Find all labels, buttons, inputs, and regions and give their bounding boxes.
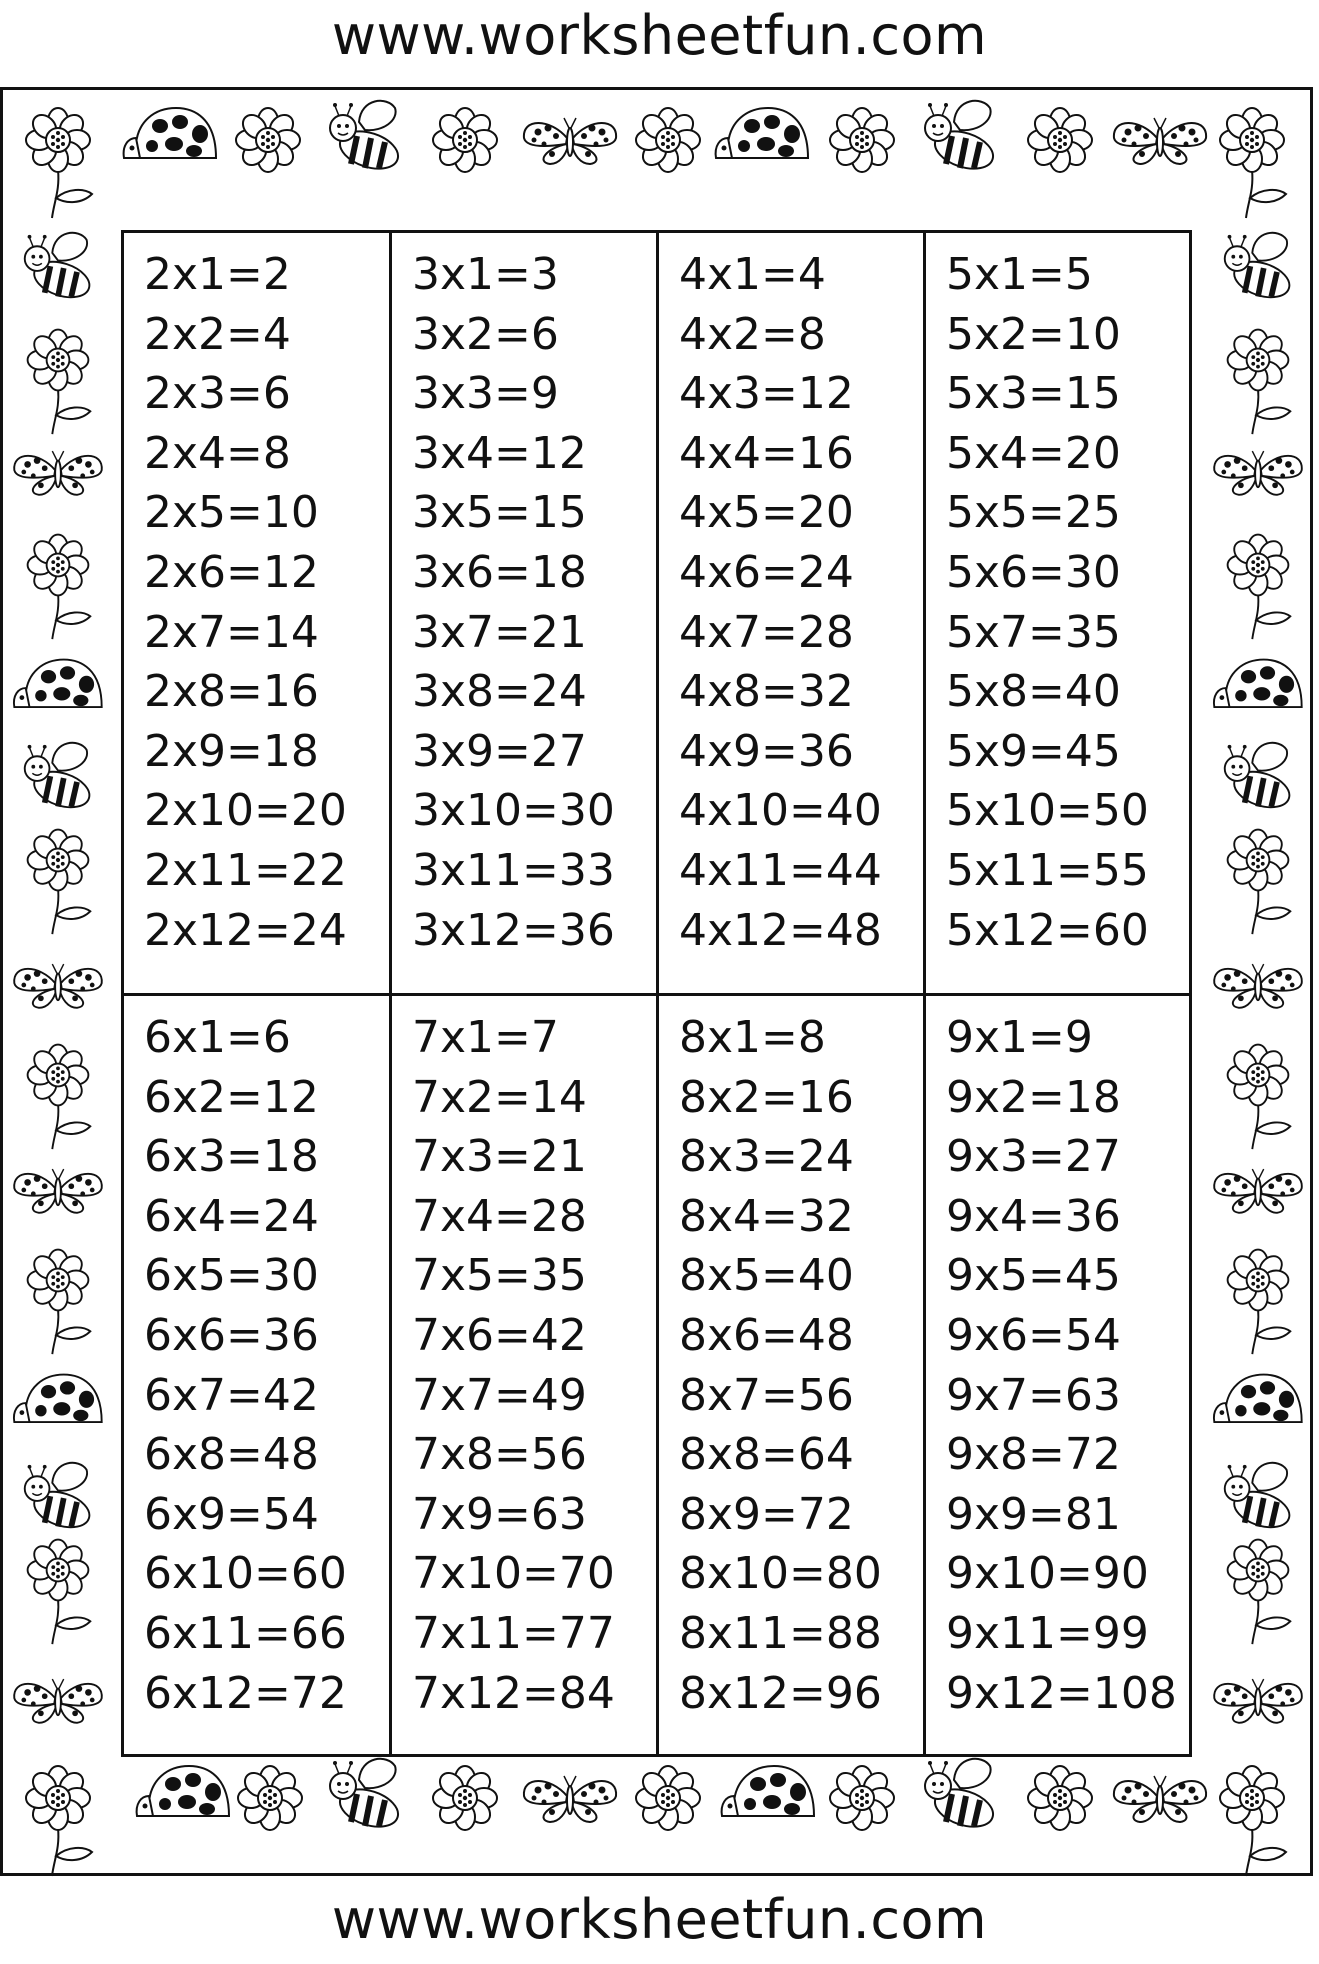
times-table-4 xyxy=(659,245,923,960)
site-url-header[interactable]: www.worksheetfun.com xyxy=(331,4,988,67)
times-fact: 8x6=48 xyxy=(679,1309,854,1361)
times-fact: 5x10=50 xyxy=(946,785,1149,837)
times-fact: 4x1=4 xyxy=(679,249,826,300)
flower-icon xyxy=(28,330,91,435)
times-fact: 5x8=40 xyxy=(946,666,1121,718)
butterfly-icon xyxy=(1214,451,1302,495)
times-fact: 7x3=21 xyxy=(412,1131,587,1183)
times-table-6 xyxy=(124,1008,389,1723)
flower-icon xyxy=(28,830,91,935)
times-fact: 3x7=21 xyxy=(412,606,587,658)
times-fact: 7x7=49 xyxy=(412,1369,587,1421)
bee-icon xyxy=(1225,1463,1294,1534)
times-fact: 8x9=72 xyxy=(679,1488,854,1540)
times-table-5 xyxy=(926,245,1189,960)
times-fact: 8x3=24 xyxy=(679,1131,854,1183)
times-fact: 3x1=3 xyxy=(412,249,559,300)
times-fact: 9x9=81 xyxy=(946,1488,1121,1540)
times-fact: 3x8=24 xyxy=(412,666,587,718)
times-fact: 3x11=33 xyxy=(412,844,615,896)
times-table-3 xyxy=(392,245,656,960)
flower-icon xyxy=(433,1766,497,1830)
butterfly-icon xyxy=(1214,1169,1302,1213)
times-fact: 9x12=108 xyxy=(946,1667,1177,1719)
flower-icon xyxy=(238,1766,302,1830)
flower-icon xyxy=(1028,1766,1092,1830)
ladybug-icon xyxy=(14,1375,102,1423)
times-fact: 4x4=16 xyxy=(679,427,854,479)
bee-icon xyxy=(1225,743,1294,814)
times-fact: 7x5=35 xyxy=(412,1250,587,1302)
times-fact: 9x5=45 xyxy=(946,1250,1121,1302)
times-fact: 2x9=18 xyxy=(144,725,319,777)
times-fact: 6x8=48 xyxy=(144,1429,319,1481)
times-fact: 9x1=9 xyxy=(946,1012,1093,1063)
flower-icon xyxy=(1228,330,1291,435)
times-fact: 4x12=48 xyxy=(679,904,882,956)
flower-icon xyxy=(1228,1250,1291,1355)
flower-icon xyxy=(636,108,700,172)
bee-icon xyxy=(330,101,403,176)
bee-icon xyxy=(925,1759,998,1834)
flower-icon xyxy=(1228,535,1291,640)
times-fact: 5x5=25 xyxy=(946,487,1121,539)
times-fact: 3x2=6 xyxy=(412,308,559,360)
times-fact: 7x10=70 xyxy=(412,1548,615,1600)
times-fact: 6x12=72 xyxy=(144,1667,347,1719)
times-fact: 4x6=24 xyxy=(679,546,854,598)
bee-icon xyxy=(25,1463,94,1534)
times-fact: 3x9=27 xyxy=(412,725,587,777)
times-fact: 8x2=16 xyxy=(679,1071,854,1123)
times-fact: 8x4=32 xyxy=(679,1190,854,1242)
times-fact: 7x11=77 xyxy=(412,1607,615,1659)
flower-icon xyxy=(830,108,894,172)
times-table-7 xyxy=(392,1008,656,1723)
butterfly-icon xyxy=(524,118,616,164)
flower-icon xyxy=(1228,1045,1291,1150)
ladybug-icon xyxy=(1214,660,1302,708)
flower-icon xyxy=(1228,830,1291,935)
times-fact: 2x4=8 xyxy=(144,427,291,479)
flower-icon xyxy=(28,1045,91,1150)
flower-icon xyxy=(28,1250,91,1355)
times-fact: 8x11=88 xyxy=(679,1607,882,1659)
times-fact: 4x5=20 xyxy=(679,487,854,539)
times-fact: 5x11=55 xyxy=(946,844,1149,896)
times-fact: 9x3=27 xyxy=(946,1131,1121,1183)
times-fact: 5x12=60 xyxy=(946,904,1149,956)
times-fact: 3x3=9 xyxy=(412,368,559,420)
bee-icon xyxy=(25,233,94,304)
flower-icon xyxy=(636,1766,700,1830)
butterfly-icon xyxy=(1214,1679,1302,1723)
times-table-8 xyxy=(659,1008,923,1723)
times-fact: 4x8=32 xyxy=(679,666,854,718)
butterfly-icon xyxy=(1214,964,1302,1008)
times-fact: 2x7=14 xyxy=(144,606,319,658)
times-fact: 4x7=28 xyxy=(679,606,854,658)
times-fact: 5x3=15 xyxy=(946,368,1121,420)
butterfly-icon xyxy=(1114,118,1206,164)
times-fact: 6x3=18 xyxy=(144,1131,319,1183)
flower-icon xyxy=(236,108,300,172)
times-fact: 9x8=72 xyxy=(946,1429,1121,1481)
times-fact: 8x1=8 xyxy=(679,1012,826,1063)
times-fact: 8x10=80 xyxy=(679,1548,882,1600)
butterfly-icon xyxy=(524,1776,616,1822)
times-fact: 4x3=12 xyxy=(679,368,854,420)
times-fact: 3x4=12 xyxy=(412,427,587,479)
ladybug-icon xyxy=(716,108,808,158)
flower-icon xyxy=(433,108,497,172)
flower-icon xyxy=(1228,1540,1291,1645)
times-fact: 8x5=40 xyxy=(679,1250,854,1302)
times-fact: 5x9=45 xyxy=(946,725,1121,777)
times-fact: 2x12=24 xyxy=(144,904,347,956)
times-fact: 7x8=56 xyxy=(412,1429,587,1481)
flower-icon xyxy=(1028,108,1092,172)
times-fact: 7x4=28 xyxy=(412,1190,587,1242)
times-table-2 xyxy=(124,245,389,960)
ladybug-icon xyxy=(137,1766,229,1816)
times-fact: 8x8=64 xyxy=(679,1429,854,1481)
times-fact: 6x11=66 xyxy=(144,1607,347,1659)
times-fact: 7x6=42 xyxy=(412,1309,587,1361)
times-fact: 8x7=56 xyxy=(679,1369,854,1421)
times-fact: 5x6=30 xyxy=(946,546,1121,598)
flower-icon xyxy=(26,1766,92,1876)
row-divider xyxy=(124,993,1189,996)
times-fact: 9x11=99 xyxy=(946,1607,1149,1659)
times-fact: 3x12=36 xyxy=(412,904,615,956)
times-fact: 5x2=10 xyxy=(946,308,1121,360)
times-fact: 3x6=18 xyxy=(412,546,587,598)
times-fact: 2x3=6 xyxy=(144,368,291,420)
ladybug-icon xyxy=(1214,1375,1302,1423)
times-fact: 4x11=44 xyxy=(679,844,882,896)
bee-icon xyxy=(1225,233,1294,304)
times-fact: 7x2=14 xyxy=(412,1071,587,1123)
ladybug-icon xyxy=(722,1766,814,1816)
flower-icon xyxy=(1220,1766,1286,1876)
times-fact: 2x2=4 xyxy=(144,308,291,360)
times-fact: 6x4=24 xyxy=(144,1190,319,1242)
ladybug-icon xyxy=(14,660,102,708)
times-fact: 4x2=8 xyxy=(679,308,826,360)
times-fact: 6x2=12 xyxy=(144,1071,319,1123)
times-fact: 9x6=54 xyxy=(946,1309,1121,1361)
site-url-footer[interactable]: www.worksheetfun.com xyxy=(331,1888,988,1951)
times-fact: 6x5=30 xyxy=(144,1250,319,1302)
times-fact: 5x4=20 xyxy=(946,427,1121,479)
times-fact: 4x9=36 xyxy=(679,725,854,777)
flower-icon xyxy=(28,535,91,640)
times-fact: 5x7=35 xyxy=(946,606,1121,658)
times-fact: 6x1=6 xyxy=(144,1012,291,1063)
times-fact: 6x9=54 xyxy=(144,1488,319,1540)
butterfly-icon xyxy=(14,964,102,1008)
times-fact: 3x10=30 xyxy=(412,785,615,837)
times-fact: 2x10=20 xyxy=(144,785,347,837)
times-fact: 6x10=60 xyxy=(144,1548,347,1600)
bee-icon xyxy=(25,743,94,814)
times-fact: 4x10=40 xyxy=(679,785,882,837)
times-fact: 2x8=16 xyxy=(144,666,319,718)
times-fact: 9x2=18 xyxy=(946,1071,1121,1123)
bee-icon xyxy=(330,1759,403,1834)
butterfly-icon xyxy=(14,1169,102,1213)
flower-icon xyxy=(1220,108,1286,218)
times-fact: 6x6=36 xyxy=(144,1309,319,1361)
times-fact: 3x5=15 xyxy=(412,487,587,539)
times-fact: 7x12=84 xyxy=(412,1667,615,1719)
bee-icon xyxy=(925,101,998,176)
times-fact: 2x1=2 xyxy=(144,249,291,300)
times-fact: 2x6=12 xyxy=(144,546,319,598)
times-fact: 2x5=10 xyxy=(144,487,319,539)
ladybug-icon xyxy=(124,108,216,158)
butterfly-icon xyxy=(14,451,102,495)
flower-icon xyxy=(830,1766,894,1830)
times-fact: 7x9=63 xyxy=(412,1488,587,1540)
times-fact: 9x4=36 xyxy=(946,1190,1121,1242)
times-fact: 9x7=63 xyxy=(946,1369,1121,1421)
times-fact: 5x1=5 xyxy=(946,249,1093,300)
times-fact: 2x11=22 xyxy=(144,844,347,896)
times-fact: 6x7=42 xyxy=(144,1369,319,1421)
flower-icon xyxy=(26,108,92,218)
flower-icon xyxy=(28,1540,91,1645)
times-table-grid xyxy=(121,230,1192,1757)
times-fact: 9x10=90 xyxy=(946,1548,1149,1600)
butterfly-icon xyxy=(14,1679,102,1723)
times-fact: 8x12=96 xyxy=(679,1667,882,1719)
times-fact: 7x1=7 xyxy=(412,1012,559,1063)
times-table-9 xyxy=(926,1008,1189,1723)
butterfly-icon xyxy=(1114,1776,1206,1822)
